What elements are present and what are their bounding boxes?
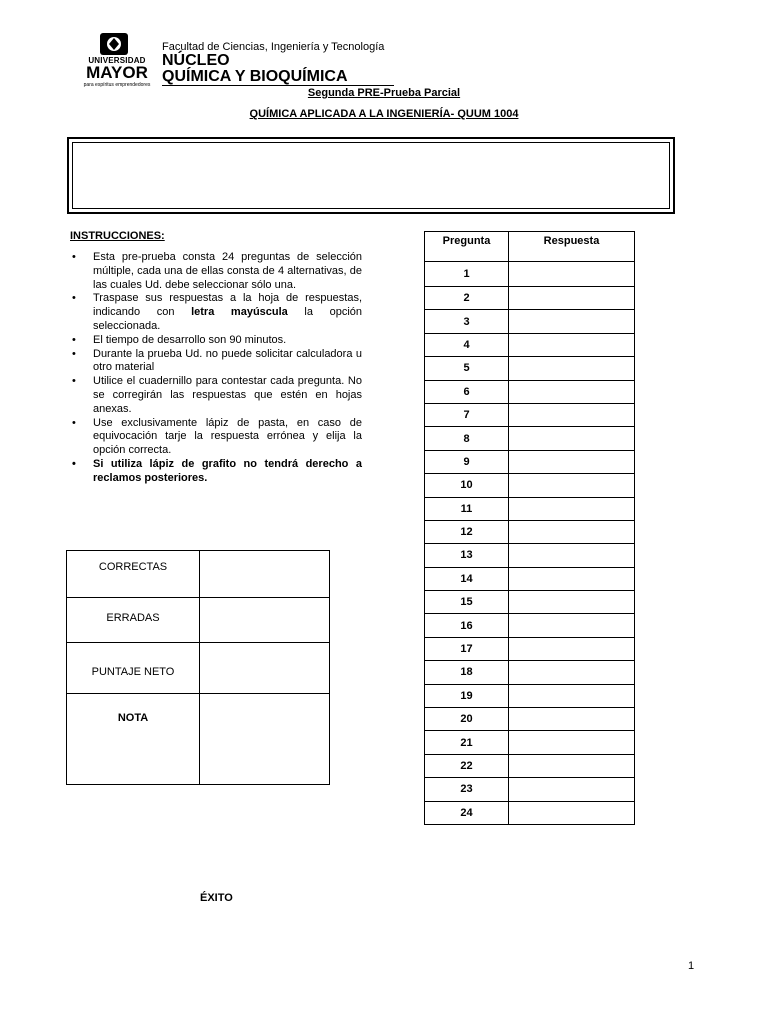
instructions-list: [70, 251, 362, 486]
answer-cell[interactable]: [509, 544, 635, 567]
nota-value-cell[interactable]: [200, 694, 330, 785]
score-label-cell: [67, 598, 200, 643]
column-header-question: Pregunta: [425, 232, 509, 262]
answer-cell[interactable]: [509, 474, 635, 497]
table-row: [425, 497, 635, 520]
university-logo: [76, 32, 158, 88]
answer-cell[interactable]: [509, 427, 635, 450]
answer-cell[interactable]: [509, 357, 635, 380]
erradas-value-cell[interactable]: [200, 598, 330, 643]
answer-cell[interactable]: [509, 684, 635, 707]
table-row: [425, 427, 635, 450]
table-row: [425, 333, 635, 356]
answer-cell[interactable]: [509, 754, 635, 777]
page-number: 1: [688, 960, 695, 972]
faculty-name: Facultad de Ciencias, Ingeniería y Tecnología: [162, 41, 385, 53]
answer-table-header: [425, 232, 635, 262]
puntaje-label: PUNTAJE NETO: [91, 666, 175, 678]
correctas-label: CORRECTAS: [98, 561, 168, 573]
table-row: [425, 637, 635, 660]
logo-university-line: UNIVERSIDAD: [88, 56, 146, 65]
table-row: [425, 310, 635, 333]
nucleo-label: NÚCLEO: [162, 52, 230, 69]
question-number: 17: [425, 637, 509, 660]
question-number: 9: [425, 450, 509, 473]
instruction-item: • Traspase sus respuestas a la hoja de respuestas, indicando con letra mayúscula la opción seleccionada.: [70, 292, 362, 333]
instruction-item: • Use exclusivamente lápiz de pasta, en caso de equivocación tarje la respuesta errónea y elija la opción correcta.: [70, 417, 362, 458]
question-number: 3: [425, 310, 509, 333]
correctas-value-cell[interactable]: [200, 551, 330, 598]
answer-cell[interactable]: [509, 801, 635, 824]
table-row: [425, 614, 635, 637]
question-number: 20: [425, 708, 509, 731]
logo-mayor-line: MAYOR: [86, 63, 148, 82]
table-row: [425, 474, 635, 497]
instruction-item: • Durante la prueba Ud. no puede solicitar calculadora u otro material: [70, 348, 362, 376]
question-number: 23: [425, 778, 509, 801]
table-row: [425, 520, 635, 543]
instruction-item: • Utilice el cuadernillo para contestar cada pregunta. No se corregirán las respuestas que estén en hojas anexas.: [70, 375, 362, 416]
question-number: 5: [425, 357, 509, 380]
score-row-erradas: [67, 598, 330, 643]
table-row: [425, 684, 635, 707]
question-number: 21: [425, 731, 509, 754]
table-row: [425, 754, 635, 777]
answer-cell[interactable]: [509, 520, 635, 543]
answer-cell[interactable]: [509, 708, 635, 731]
table-row: [425, 380, 635, 403]
question-number: 8: [425, 427, 509, 450]
table-row: [425, 450, 635, 473]
table-row: [425, 661, 635, 684]
table-row: [425, 262, 635, 287]
department-name: QUÍMICA Y BIOQUÍMICA: [162, 68, 348, 85]
answer-cell[interactable]: [509, 380, 635, 403]
answer-cell[interactable]: [509, 637, 635, 660]
answer-cell[interactable]: [509, 450, 635, 473]
question-number: 16: [425, 614, 509, 637]
answer-cell[interactable]: [509, 497, 635, 520]
question-number: 14: [425, 567, 509, 590]
logo-tagline: para espíritus emprendedores: [83, 82, 151, 88]
instructions-heading: INSTRUCCIONES:: [70, 230, 165, 242]
instruction-item: • Esta pre-prueba consta 24 preguntas de selección múltiple, cada una de ellas consta de 4 alternativas, de las cuales Ud. debe seleccionar sólo una.: [70, 251, 362, 292]
table-row: [425, 708, 635, 731]
question-number: 11: [425, 497, 509, 520]
table-row: [425, 731, 635, 754]
question-number: 2: [425, 287, 509, 310]
table-row: [425, 778, 635, 801]
answer-cell[interactable]: [509, 731, 635, 754]
score-label-cell: [67, 643, 200, 694]
table-row: [425, 801, 635, 824]
table-row: [425, 544, 635, 567]
question-number: 10: [425, 474, 509, 497]
score-label-cell: [67, 551, 200, 598]
student-name-box-inner: [72, 142, 670, 209]
nota-label: NOTA: [117, 712, 149, 724]
score-row-puntaje: [67, 643, 330, 694]
question-number: 22: [425, 754, 509, 777]
table-row: [425, 403, 635, 426]
student-name-box[interactable]: [67, 137, 675, 214]
question-number: 18: [425, 661, 509, 684]
answer-table: [424, 231, 635, 825]
question-number: 4: [425, 333, 509, 356]
answer-cell[interactable]: [509, 310, 635, 333]
question-number: 13: [425, 544, 509, 567]
question-number: 6: [425, 380, 509, 403]
score-row-nota: [67, 694, 330, 785]
question-number: 19: [425, 684, 509, 707]
instruction-item: • El tiempo de desarrollo son 90 minutos.: [70, 334, 362, 348]
answer-cell[interactable]: [509, 262, 635, 287]
answer-cell[interactable]: [509, 661, 635, 684]
question-number: 24: [425, 801, 509, 824]
answer-cell[interactable]: [509, 567, 635, 590]
score-row-correctas: [67, 551, 330, 598]
header-divider: [162, 85, 394, 86]
puntaje-value-cell[interactable]: [200, 643, 330, 694]
exam-subtitle: Segunda PRE-Prueba Parcial: [307, 87, 461, 99]
table-row: [425, 591, 635, 614]
closing-message: ÉXITO: [200, 892, 233, 904]
instruction-item-warning: • Si utiliza lápiz de grafito no tendrá derecho a reclamos posteriores.: [70, 458, 362, 486]
score-label-cell: [67, 694, 200, 785]
answer-cell[interactable]: [509, 333, 635, 356]
table-row: [425, 357, 635, 380]
question-number: 12: [425, 520, 509, 543]
question-number: 7: [425, 403, 509, 426]
question-number: 15: [425, 591, 509, 614]
table-row: [425, 567, 635, 590]
answer-cell[interactable]: [509, 287, 635, 310]
course-title: QUÍMICA APLICADA A LA INGENIERÍA- QUUM 1004: [249, 108, 519, 120]
answer-table-body: [425, 262, 635, 825]
answer-cell[interactable]: [509, 778, 635, 801]
erradas-label: ERRADAS: [106, 612, 160, 624]
answer-cell[interactable]: [509, 403, 635, 426]
instruction-emphasis: letra mayúscula: [191, 306, 288, 319]
answer-cell[interactable]: [509, 591, 635, 614]
university-crest-icon: [98, 32, 130, 56]
column-header-answer: Respuesta: [509, 232, 635, 262]
answer-cell[interactable]: [509, 614, 635, 637]
question-number: 1: [425, 262, 509, 287]
table-row: [425, 287, 635, 310]
score-table: [66, 550, 330, 785]
